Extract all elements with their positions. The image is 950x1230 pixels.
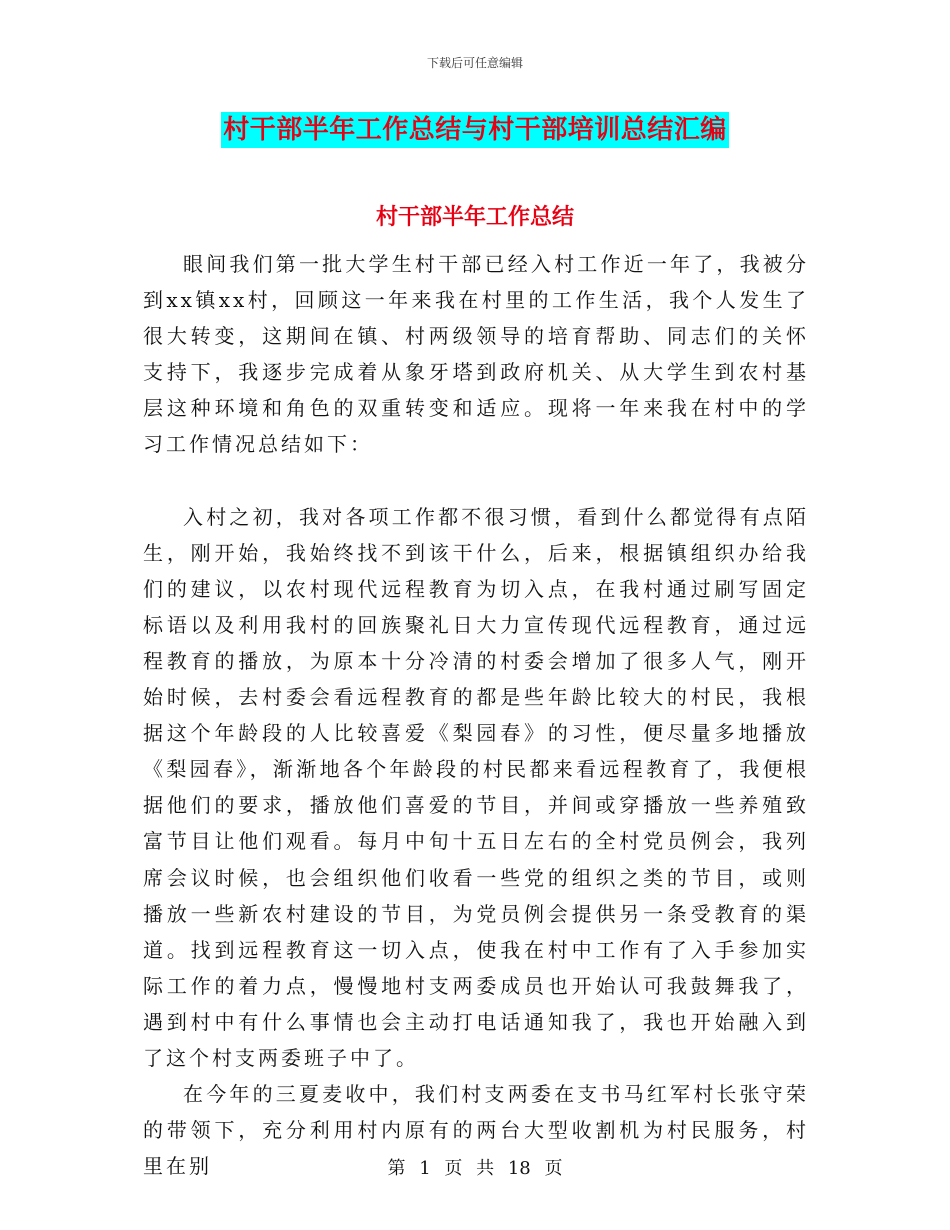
page-footer: 第 1 页 共 18 页: [387, 1158, 563, 1179]
paragraph-harvest: 在今年的三夏麦收中，我们村支两委在支书马红军村长张守荣的带领下，充分利用村内原有的两台大型收割机为村民服务，村里在别: [143, 1082, 809, 1179]
paragraph-arrival: 入村之初，我对各项工作都不很习惯，看到什么都觉得有点陌生，刚开始，我始终找不到该干什么，后来，根据镇组织办给我们的建议，以农村现代远程教育为切入点，在我村通过刷写固定标语以及利用我村的回族聚礼日大力宣传现代远程教育，通过远程教育的播放，为原本十分冷清的村委会增加了很多人气，刚开始时候，去村委会看远程教育的都是些年龄比较大的村民，我根据这个年龄段的人比较喜爱《梨园春》的习性，便尽量多地播放《梨园春》，渐渐地各个年龄段的村民都来看远程教育了，我便根据他们的要求，播放他们喜爱的节目，并间或穿播放一些养殖致富节目让他们观看。每月中旬十五日左右的全村党员例会，我列席会议时候，也会组织他们收看一些党的组织之类的节目，或则播放一些新农村建设的节目，为党员例会提供另一条受教育的渠道。找到远程教育这一切入点，使我在村中工作有了入手参加实际工作的着力点，慢慢地村支两委成员也开始认可我鼓舞我了，遇到村中有什么事情也会主动打电话通知我了，我也开始融入到了这个村支两委班子中了。: [143, 504, 809, 1070]
paragraph-intro: 眼间我们第一批大学生村干部已经入村工作近一年了，我被分到xx镇xx村，回顾这一年来我在村里的工作生活，我个人发生了很大转变，这期间在镇、村两级领导的培育帮助、同志们的关怀支持下，我逐步完成着从象牙塔到政府机关、从大学生到农村基层这种环境和角色的双重转变和适应。现将一年来我在村中的学习工作情况总结如下：: [143, 252, 809, 457]
document-body: [143, 246, 809, 1184]
document-title-container: [0, 112, 950, 148]
section-title: 村干部半年工作总结: [375, 204, 574, 230]
header-note: 下载后可任意编辑: [426, 56, 523, 70]
document-title: 村干部半年工作总结与村干部培训总结汇编: [221, 112, 729, 148]
